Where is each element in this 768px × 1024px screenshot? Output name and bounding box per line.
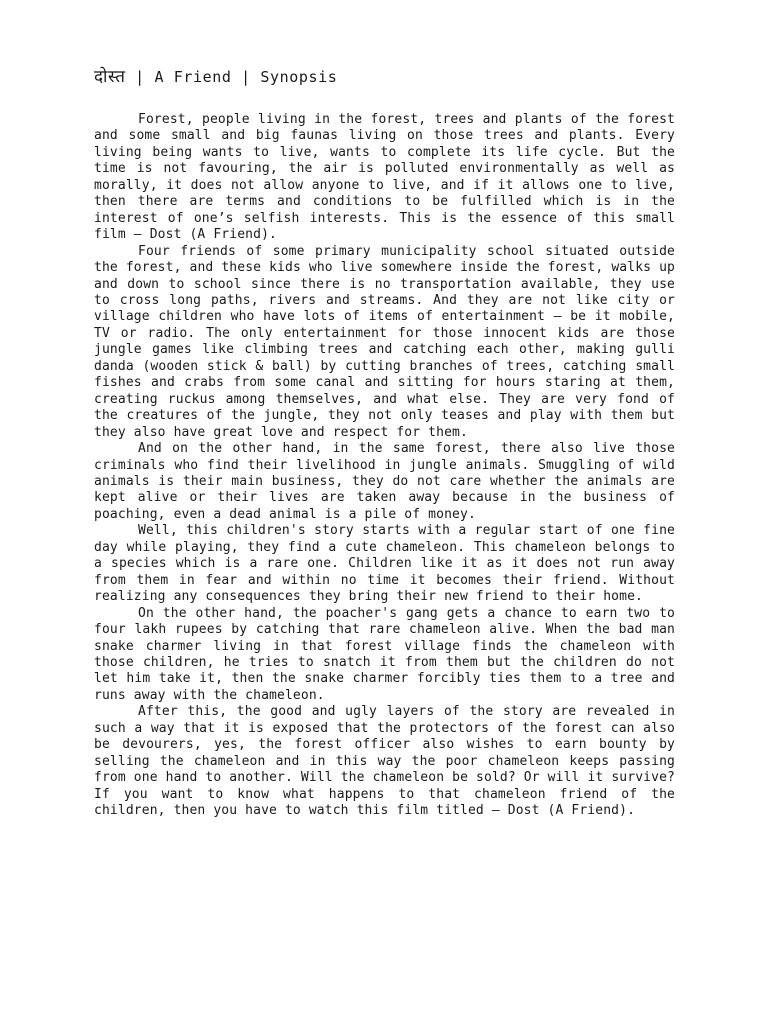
title-english: | A Friend | Synopsis <box>125 68 338 86</box>
paragraph-5: On the other hand, the poacher's gang gets a chance to earn two to four lakh rupees by catching that rare chameleon alive. When the bad man snake charmer living in that forest village finds the chameleon with those children, he tries to snatch it from them but the children do not let him take it, then the snake charmer forcibly ties them to a tree and runs away with the chameleon. <box>94 605 675 703</box>
paragraph-4: Well, this children's story starts with a regular start of one fine day while playing, they find a cute chameleon. This chameleon belongs to a species which is a rare one. Children like it as it does not run away from them in fear and within no time it becomes their friend. Without realizing any consequences they bring their new friend to their home. <box>94 523 675 605</box>
paragraph-1: Forest, people living in the forest, trees and plants of the forest and some small and big faunas living on those trees and plants. Every living being wants to live, wants to complete its life cycle. But the time is not favouring, the air is polluted environmentally as well as morally, it does not allow anyone to live, and if it allows one to live, then there are terms and conditions to be fulfilled which is in the interest of one’s selfish interests. This is the essence of this small film – Dost (A Friend). <box>94 112 675 243</box>
page-title <box>94 64 675 87</box>
paragraph-2: Four friends of some primary municipality school situated outside the forest, and these kids who live somewhere inside the forest, walks up and down to school since there is no transportation available, they use to cross long paths, rivers and streams. And they are not like city or village children who have lots of items of entertainment – be it mobile, TV or radio. The only entertainment for those innocent kids are those jungle games like climbing trees and catching each other, making gulli danda (wooden stick & ball) by cutting branches of trees, catching small fishes and crabs from some canal and sitting for hours staring at them, creating ruckus among themselves, and what else. They are very fond of the creatures of the jungle, they not only teases and play with them but they also have great love and respect for them. <box>94 243 675 440</box>
title-hindi: दोस्त <box>94 67 126 87</box>
paragraph-6: After this, the good and ugly layers of the story are revealed in such a way that it is exposed that the protectors of the forest can also be devourers, yes, the forest officer also wishes to earn bounty by selling the chameleon and in this way the poor chameleon keeps passing from one hand to another. Will the chameleon be sold? Or will it survive? If you want to know what happens to that chameleon friend of the children, then you have to watch this film titled – Dost (A Friend). <box>94 704 675 819</box>
document-page <box>94 64 675 819</box>
paragraph-3: And on the other hand, in the same forest, there also live those criminals who find their livelihood in jungle animals. Smuggling of wild animals is their main business, they do not care whether the animals are kept alive or their lives are taken away because in the business of poaching, even a dead animal is a pile of money. <box>94 441 675 522</box>
